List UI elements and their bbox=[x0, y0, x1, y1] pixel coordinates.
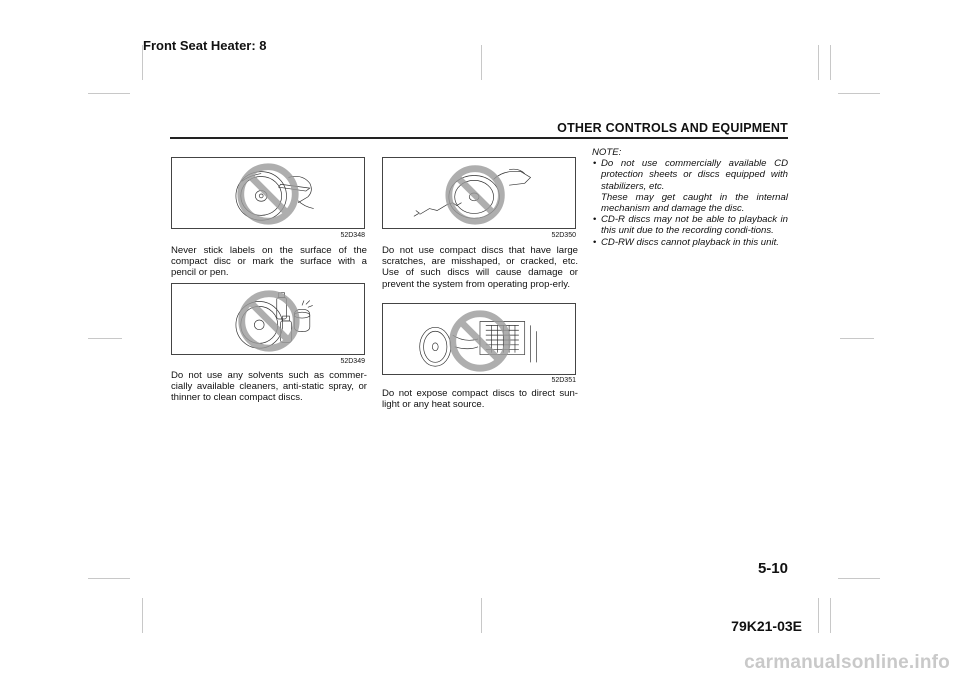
figure-caption: Do not use compact discs that have large scratches, are misshaped, or cracked, etc. Use of such discs will cause damage or prevent the system from operating prop-erly. bbox=[382, 245, 578, 290]
figure-code: 52D350 bbox=[551, 232, 576, 239]
note-item-text: CD-R discs may not be able to playback in this unit due to the recording condi-tions. bbox=[601, 214, 788, 237]
crop-mark bbox=[838, 578, 880, 579]
note-block bbox=[592, 147, 788, 248]
crop-mark bbox=[818, 598, 819, 633]
disc-solvents-illustration bbox=[172, 284, 364, 354]
section-title: OTHER CONTROLS AND EQUIPMENT bbox=[557, 121, 788, 135]
crop-mark bbox=[481, 598, 482, 633]
figure-code: 52D349 bbox=[340, 358, 365, 365]
note-item bbox=[592, 237, 788, 248]
note-item-text: CD-RW discs cannot playback in this unit. bbox=[601, 236, 779, 248]
figure-disc-heat bbox=[382, 303, 576, 375]
document-code: 79K21-03E bbox=[731, 618, 802, 634]
crop-mark bbox=[830, 45, 831, 80]
note-item bbox=[592, 158, 788, 214]
disc-pen-illustration bbox=[172, 158, 364, 228]
figure-disc-pen bbox=[171, 157, 365, 229]
figure-code: 52D348 bbox=[340, 232, 365, 239]
crop-mark bbox=[142, 598, 143, 633]
crop-mark bbox=[481, 45, 482, 80]
damaged-disc-illustration bbox=[383, 158, 575, 228]
crop-mark bbox=[818, 45, 819, 80]
crop-mark bbox=[88, 578, 130, 579]
note-item bbox=[592, 214, 788, 236]
crop-mark bbox=[838, 93, 880, 94]
figure-damaged-disc bbox=[382, 157, 576, 229]
figure-caption: Never stick labels on the surface of the compact disc or mark the surface with a pencil or pen. bbox=[171, 245, 367, 279]
crop-mark bbox=[840, 338, 874, 339]
note-list bbox=[592, 158, 788, 248]
page-number: 5-10 bbox=[757, 560, 788, 577]
watermark: carmanualsonline.info bbox=[744, 652, 950, 673]
header-title: Front Seat Heater: 8 bbox=[143, 38, 267, 53]
figure-code: 52D351 bbox=[551, 377, 576, 384]
header-rule bbox=[170, 137, 788, 139]
note-item-text: These may get caught in the internal mechanism and damage the disc. bbox=[601, 191, 788, 215]
crop-mark bbox=[88, 93, 130, 94]
note-item-text: Do not use commercially available CD protection sheets or discs equipped with stabilizers, etc. bbox=[601, 158, 788, 192]
figure-caption: Do not expose compact discs to direct sun-light or any heat source. bbox=[382, 388, 578, 411]
figure-caption: Do not use any solvents such as commer-cially available cleaners, anti-static spray, or thinner to clean compact discs. bbox=[171, 370, 367, 404]
note-label: NOTE: bbox=[592, 147, 622, 158]
crop-mark bbox=[830, 598, 831, 633]
crop-mark bbox=[88, 338, 122, 339]
disc-heat-illustration bbox=[383, 304, 575, 374]
figure-disc-solvents bbox=[171, 283, 365, 355]
